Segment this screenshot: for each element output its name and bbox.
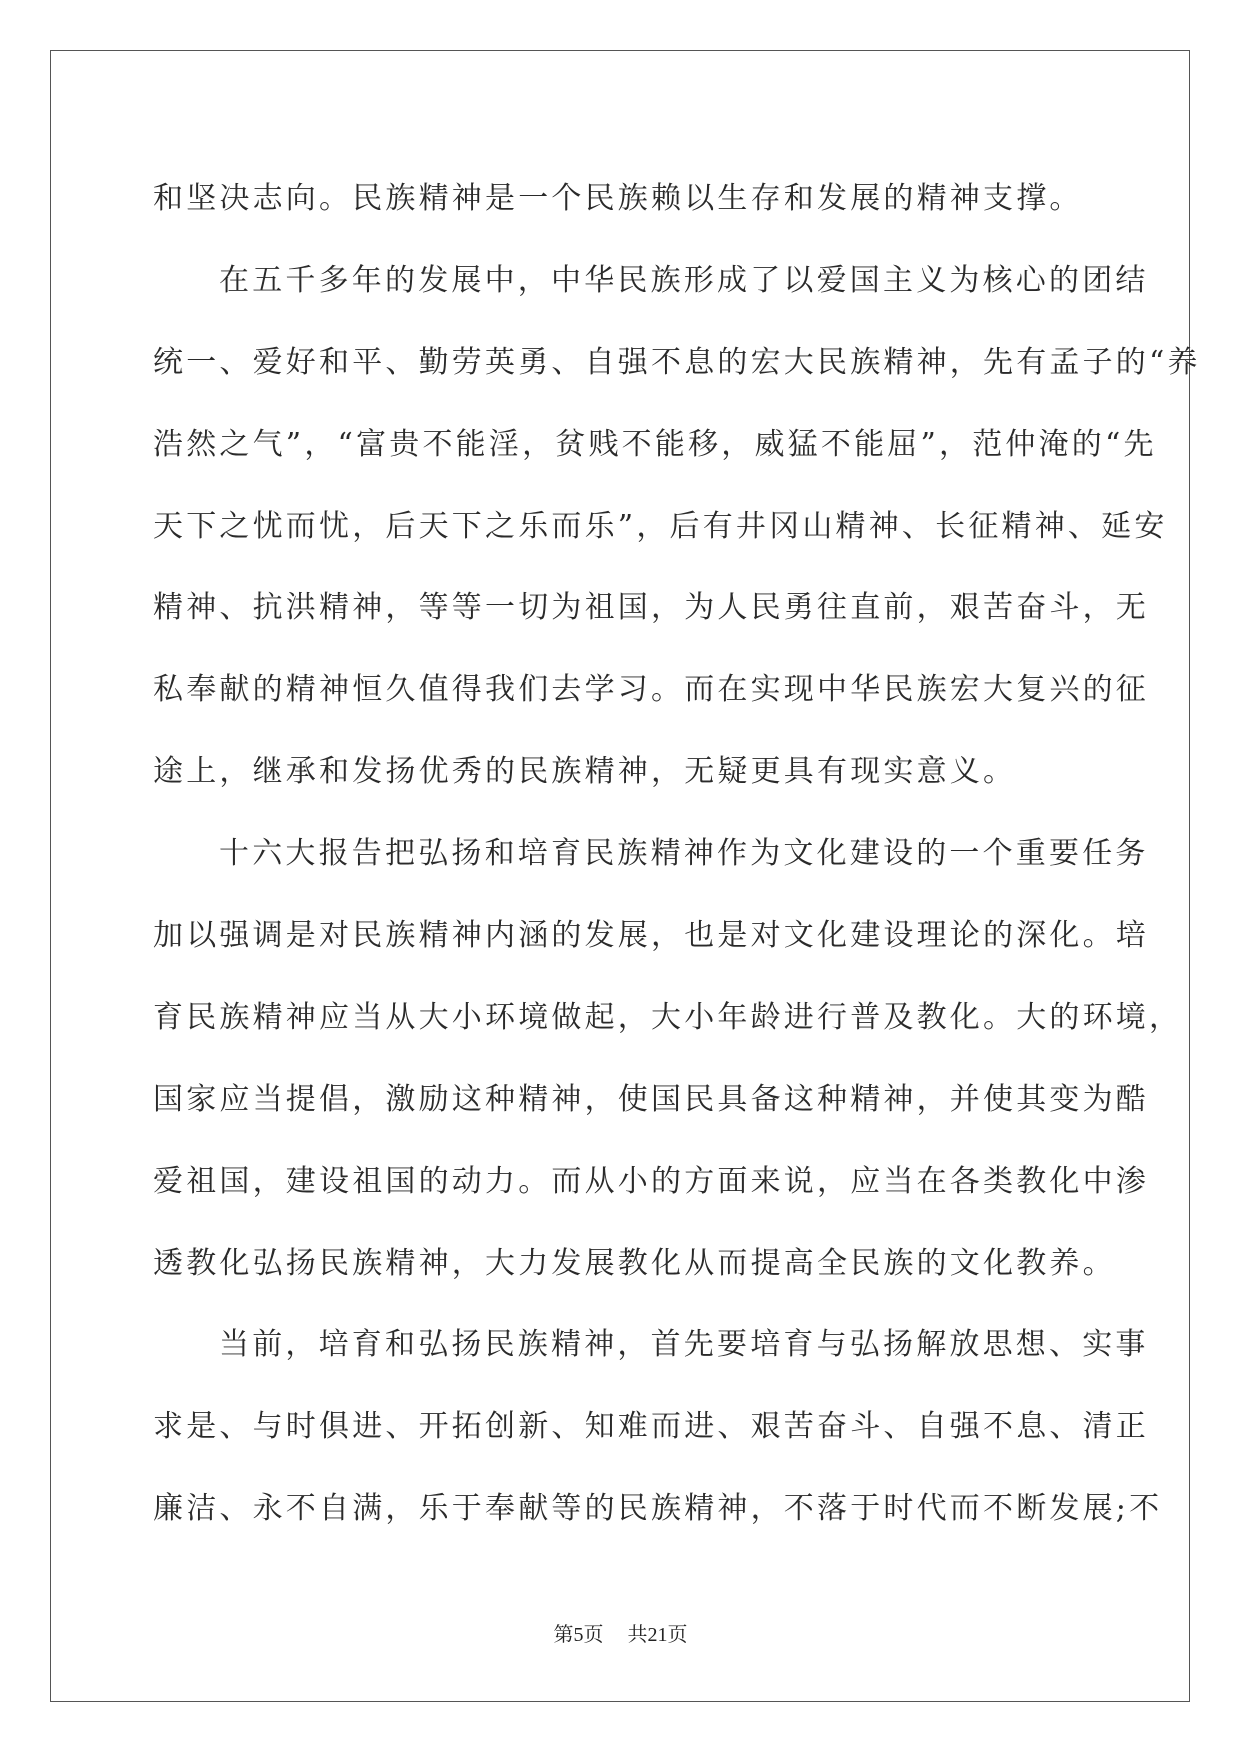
text-line: 私奉献的精神恒久值得我们去学习。而在实现中华民族宏大复兴的征 <box>153 672 1149 708</box>
text-line: 精神、抗洪精神，等等一切为祖国，为人民勇往直前，艰苦奋斗，无 <box>153 590 1149 626</box>
paragraph-start-line: 在五千多年的发展中，中华民族形成了以爱国主义为核心的团结 <box>219 262 1149 298</box>
page-number: 第5页 <box>553 1624 604 1646</box>
text-line: 统一、爱好和平、勤劳英勇、自强不息的宏大民族精神，先有孟子的“养 <box>153 344 1201 380</box>
text-line: 透教化弘扬民族精神，大力发展教化从而提高全民族的文化教养。 <box>153 1245 1116 1281</box>
document-body <box>153 158 1201 1550</box>
page-footer <box>0 1618 1241 1647</box>
text-line: 加以强调是对民族精神内涵的发展，也是对文化建设理论的深化。培 <box>153 918 1149 954</box>
text-line: 途上，继承和发扬优秀的民族精神，无疑更具有现实意义。 <box>153 754 1017 790</box>
text-line: 和坚决志向。民族精神是一个民族赖以生存和发展的精神支撑。 <box>153 181 1083 216</box>
text-line: 求是、与时俱进、开拓创新、知难而进、艰苦奋斗、自强不息、清正 <box>153 1409 1149 1445</box>
paragraph-start-line: 当前，培育和弘扬民族精神，首先要培育与弘扬解放思想、实事 <box>219 1327 1149 1363</box>
total-pages: 共21页 <box>627 1624 688 1646</box>
text-line: 天下之忧而忧，后天下之乐而乐”，后有井冈山精神、长征精神、延安 <box>153 508 1168 544</box>
text-line: 国家应当提倡，激励这种精神，使国民具备这种精神，并使其变为酷 <box>153 1081 1149 1117</box>
text-line: 廉洁、永不自满，乐于奉献等的民族精神，不落于时代而不断发展;不 <box>153 1491 1163 1527</box>
text-line: 爱祖国，建设祖国的动力。而从小的方面来说，应当在各类教化中渗 <box>153 1163 1149 1199</box>
text-line: 育民族精神应当从大小环境做起，大小年龄进行普及教化。大的环境， <box>153 999 1183 1035</box>
paragraph-start-line: 十六大报告把弘扬和培育民族精神作为文化建设的一个重要任务 <box>219 836 1149 872</box>
text-line: 浩然之气”，“富贵不能淫，贫贱不能移，威猛不能屈”，范仲淹的“先 <box>153 426 1157 462</box>
